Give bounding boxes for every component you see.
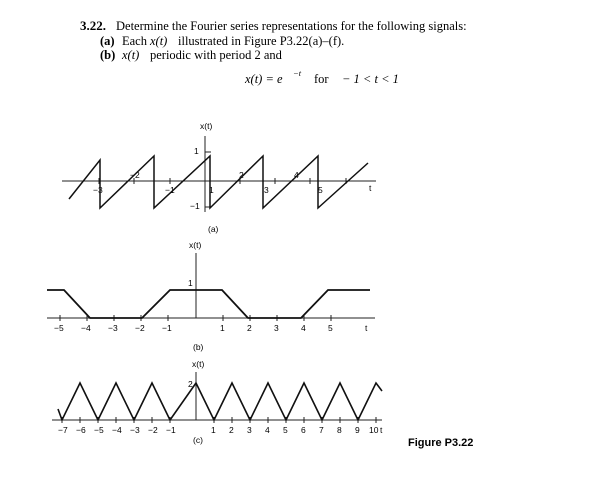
x-tick-label-9: 9 [355, 425, 360, 435]
subfigure-b [47, 240, 375, 352]
subfigure-c-label: (c) [193, 435, 203, 445]
x-axis-label: t [365, 323, 368, 333]
equation-exponent: −t [293, 68, 302, 78]
y-tick-label-2: 2 [188, 379, 193, 389]
y-axis-label: x(t) [200, 121, 213, 131]
x-tick-label-neg3: −3 [93, 185, 103, 195]
x-tick-label-4: 4 [294, 170, 299, 180]
x-tick-label-neg5: −5 [94, 425, 104, 435]
subfigure-a-label: (a) [208, 224, 219, 234]
y-tick-label-neg1: −1 [190, 201, 200, 211]
part-b-var: x(t) [122, 48, 140, 62]
part-a-text-1: Each [122, 34, 147, 48]
signal-c-waveform [58, 383, 382, 420]
signal-a-waveform [69, 156, 368, 208]
part-a-text-2: illustrated in Figure P3.22(a)–(f). [178, 34, 345, 48]
subfigure-c [52, 359, 383, 445]
x-tick-label-5: 5 [318, 185, 323, 195]
x-tick-label-3: 3 [274, 323, 279, 333]
x-tick-label-neg1: −1 [162, 323, 172, 333]
figure-caption: Figure P3.22 [408, 437, 474, 449]
x-tick-label-5: 5 [328, 323, 333, 333]
x-tick-label-neg4: −4 [81, 323, 91, 333]
x-tick-label-2: 2 [229, 425, 234, 435]
part-a-var: x(t) [150, 34, 168, 48]
y-axis-label: x(t) [192, 359, 205, 369]
x-tick-label-5: 5 [283, 425, 288, 435]
y-tick-label-1: 1 [188, 278, 193, 288]
x-tick-label-neg3: −3 [108, 323, 118, 333]
x-tick-label-neg2: −2 [135, 323, 145, 333]
part-b-label: (b) [100, 48, 116, 62]
x-tick-label-1: 1 [211, 425, 216, 435]
x-tick-label-neg6: −6 [76, 425, 86, 435]
x-tick-label-1: 1 [220, 323, 225, 333]
part-b-text: periodic with period 2 and [150, 48, 282, 62]
subfigure-b-label: (b) [193, 342, 204, 352]
signal-b-waveform [47, 290, 370, 318]
x-tick-label-2: 2 [239, 170, 244, 180]
y-tick-label-1: 1 [194, 146, 199, 156]
x-tick-label-10: 10 [369, 425, 379, 435]
x-tick-label-3: 3 [264, 185, 269, 195]
x-tick-label-4: 4 [265, 425, 270, 435]
x-tick-label-3: 3 [247, 425, 252, 435]
x-tick-label-neg2: −2 [148, 425, 158, 435]
x-tick-label-8: 8 [337, 425, 342, 435]
equation-lhs: x(t) = e [245, 72, 283, 86]
x-tick-label-neg2: −2 [130, 170, 140, 180]
x-axis-label-t: t [380, 425, 383, 435]
x-tick-label-1: 1 [209, 185, 214, 195]
equation-range: − 1 < t < 1 [342, 72, 399, 86]
x-tick-label-neg3: −3 [130, 425, 140, 435]
subfigure-a [62, 121, 376, 234]
x-tick-label-neg4: −4 [112, 425, 122, 435]
part-a-label: (a) [100, 34, 115, 48]
x-axis-label: t [369, 183, 372, 193]
x-tick-label-neg1: −1 [166, 425, 176, 435]
x-tick-label-4: 4 [301, 323, 306, 333]
problem-statement: Determine the Fourier series representations for the following signals: [116, 19, 467, 33]
x-tick-label-7: 7 [319, 425, 324, 435]
problem-number: 3.22. [80, 18, 106, 33]
y-axis-label: x(t) [189, 240, 202, 250]
x-tick-label-neg7: −7 [58, 425, 68, 435]
x-tick-label-neg5: −5 [54, 323, 64, 333]
x-tick-label-6: 6 [301, 425, 306, 435]
equation-for: for [314, 72, 329, 86]
x-tick-label-2: 2 [247, 323, 252, 333]
x-tick-label-neg1: −1 [165, 185, 175, 195]
